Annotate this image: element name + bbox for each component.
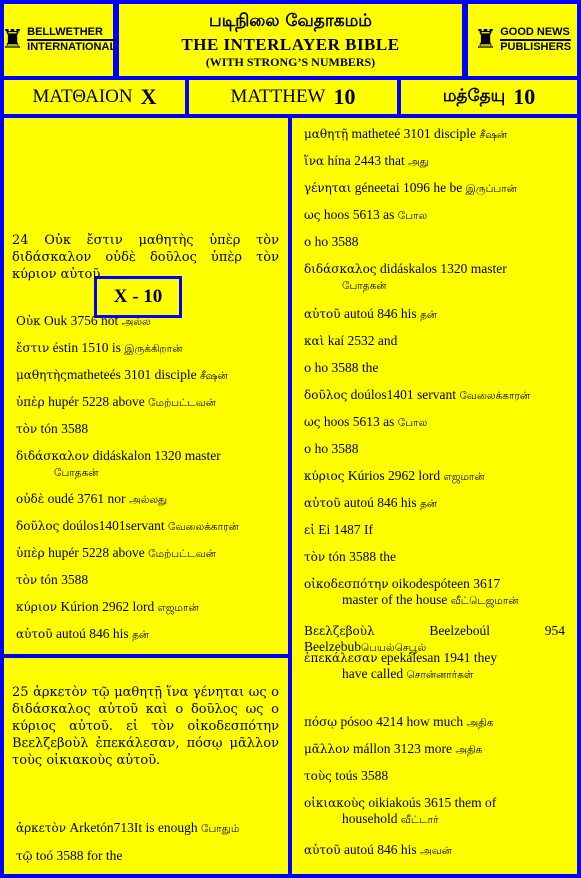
word-gloss: epekálesan 1941 they xyxy=(377,650,498,665)
word-gloss: Ouk 3756 not xyxy=(40,313,122,328)
title-tamil: படிநிலை வேதாகமம் xyxy=(209,11,372,31)
word-gloss: toús 3588 xyxy=(331,768,389,783)
word-entry xyxy=(16,491,276,508)
tamil-gloss: தன் xyxy=(420,498,438,510)
word-entry xyxy=(16,848,276,864)
greek-word: τὸν xyxy=(16,422,38,436)
greek-word: ἀρκετὸν xyxy=(16,821,67,835)
english-book-bar xyxy=(189,80,397,114)
word-entry xyxy=(16,545,276,562)
tamil-gloss: அதிக xyxy=(466,717,494,729)
word-gloss: ho 3588 xyxy=(311,441,359,456)
greek-word: δοῦλος xyxy=(304,388,348,402)
word-gloss-continued xyxy=(16,464,276,481)
word-gloss: Ei 1487 If xyxy=(314,522,374,537)
word-entry xyxy=(304,576,565,609)
greek-word: τὸν xyxy=(304,550,326,564)
logo-line2: PUBLISHERS xyxy=(500,41,572,53)
tamil-gloss: போதகன் xyxy=(342,280,387,292)
word-gloss-continued xyxy=(304,277,565,294)
greek-word: διδάσκαλον xyxy=(16,449,90,463)
tamil-gloss: போல xyxy=(397,210,428,222)
greek-word: οἰκιακοὺς xyxy=(304,796,365,810)
verse-24-text: 24 Οὐκ ἔστιν μαθητὴς ὑπὲρ τὸν διδάσκαλον οὐδὲ δοῦλος ὑπὲρ τὸν κύριον αὐτοῦ. xyxy=(12,233,279,282)
word-entry xyxy=(16,448,276,481)
greek-word: ἵνα xyxy=(304,154,325,168)
word-entry xyxy=(16,313,276,330)
word-gloss: hupér 5228 above xyxy=(44,394,149,409)
tamil-gloss: எஜமான் xyxy=(443,471,485,483)
tamil-book-bar xyxy=(401,80,577,114)
word-gloss: kaí 2532 and xyxy=(324,333,398,348)
word-gloss-line2: household xyxy=(342,811,401,826)
word-entry xyxy=(16,626,276,643)
greek-word: κύριον xyxy=(16,600,58,614)
word-entry xyxy=(304,261,565,294)
verse-25-text: 25 ἀρκετὸν τῷ μαθητῇ ἵνα γένηται ως ο διδάσκαλος αὐτοῦ καὶ ο δοῦλος ως ο κύριος αὐτοῦ. εἰ τὸν οἰκοδεσπότην Βεελζεβοὺλ ἐπεκάλεσαν, πόσῳ μᾶλλον τοὺς οἰκιακοὺς αὐτοῦ. xyxy=(12,685,279,768)
word-gloss: Kúrios 2962 lord xyxy=(344,468,444,483)
bellwether-logo xyxy=(0,4,117,76)
greek-word: αὐτοῦ xyxy=(304,307,341,321)
word-entry xyxy=(304,180,565,197)
greek-chapter: X xyxy=(140,84,157,109)
tamil-gloss: போதகன் xyxy=(54,467,99,479)
word-entry xyxy=(304,126,565,143)
greek-word: οὐδὲ xyxy=(16,492,45,506)
word-gloss: hupér 5228 above xyxy=(44,545,149,560)
word-entry xyxy=(304,468,565,485)
greek-word: γένηται xyxy=(304,181,352,195)
logo-line1: BELLWETHER xyxy=(27,26,103,38)
word-gloss: doúlos1401 servant xyxy=(347,387,460,402)
greek-word: αὐτοῦ xyxy=(304,843,341,857)
greek-word: ἐπεκάλεσαν xyxy=(304,651,378,665)
good-news-logo xyxy=(468,4,577,76)
tamil-gloss: அல்ல xyxy=(121,316,151,328)
greek-word: μαθητὴς xyxy=(16,368,67,382)
word-gloss: pósoo 4214 how much xyxy=(337,714,467,729)
tamil-gloss: வீட்டெஜமான் xyxy=(450,595,519,607)
word-gloss: ho 3588 the xyxy=(311,360,379,375)
tamil-gloss: இருப்பான் xyxy=(465,183,517,195)
greek-word: τοὺς xyxy=(304,769,332,783)
word-gloss-line2: have called xyxy=(342,666,407,681)
tamil-gloss: போல xyxy=(397,417,428,429)
greek-word: ο xyxy=(304,361,312,375)
tamil-gloss: எஜமான் xyxy=(157,602,199,614)
reader-figure-icon: ♜ xyxy=(0,25,25,55)
tamil-gloss: அது xyxy=(408,156,429,168)
word-gloss: tón 3588 the xyxy=(325,549,397,564)
word-entry xyxy=(16,367,276,384)
word-entry xyxy=(304,522,565,538)
word-entry xyxy=(304,333,565,349)
tamil-chapter: 10 xyxy=(513,84,536,109)
greek-word: αὐτοῦ xyxy=(304,496,341,510)
word-entry xyxy=(304,441,565,457)
greek-book-bar xyxy=(4,80,185,114)
title-english: THE INTERLAYER BIBLE xyxy=(181,35,400,54)
greek-word: τὸν xyxy=(16,573,38,587)
word-entry xyxy=(304,768,565,784)
word-gloss-continued xyxy=(304,592,565,609)
greek-book: ΜΑΤΘΑΙΟΝ xyxy=(32,86,133,107)
tamil-gloss: மேற்பட்டவன் xyxy=(148,397,216,409)
english-chapter: 10 xyxy=(333,84,356,109)
tamil-gloss: போதும் xyxy=(201,823,240,835)
greek-word: Οὐκ xyxy=(16,314,41,328)
word-entry xyxy=(304,207,565,224)
word-gloss: hína 2443 that xyxy=(324,153,409,168)
tamil-gloss: அவன் xyxy=(420,845,452,857)
word-gloss: ho 3588 xyxy=(311,234,359,249)
word-gloss: mállon 3123 more xyxy=(349,741,456,756)
greek-word: πόσῳ xyxy=(304,715,338,729)
word-gloss: matheteé 3101 disciple xyxy=(348,126,480,141)
tamil-gloss: மேற்பட்டவன் xyxy=(148,548,216,560)
word-entry xyxy=(16,394,276,411)
word-entry xyxy=(16,340,276,357)
word-entry xyxy=(304,234,565,250)
tamil-gloss: இருக்கிறான் xyxy=(124,343,183,355)
greek-word: ὑπὲρ xyxy=(16,546,45,560)
tamil-gloss: சொன்னார்கள் xyxy=(406,669,474,681)
word-entry xyxy=(304,795,565,828)
greek-word: ὑπὲρ xyxy=(16,395,45,409)
word-entry xyxy=(304,387,565,404)
english-book: MATTHEW xyxy=(230,86,326,107)
greek-word: ως xyxy=(304,208,321,222)
chapter-label: X - 10 xyxy=(94,276,182,318)
word-gloss: oudé 3761 nor xyxy=(44,491,129,506)
greek-word: μαθητῇ xyxy=(304,127,349,141)
verse-25-panel xyxy=(4,658,288,874)
word-gloss: oikiakoús 3615 them of xyxy=(364,795,497,810)
word-gloss: autoú 846 his xyxy=(340,495,421,510)
word-gloss: Arketón713It is enough xyxy=(66,820,202,835)
greek-word: καὶ xyxy=(304,334,325,348)
word-entry xyxy=(16,572,276,588)
verse-24-panel xyxy=(4,118,288,654)
greek-word: ο xyxy=(304,235,312,249)
greek-word: εἰ xyxy=(304,523,315,537)
tamil-book: மத்தேயு xyxy=(442,86,506,106)
greek-word: ο xyxy=(304,442,312,456)
title-subtitle: (WITH STRONG’S NUMBERS) xyxy=(205,55,376,69)
greek-word: κύριος xyxy=(304,469,345,483)
word-entry xyxy=(304,306,565,323)
word-gloss: oikodespóteen 3617 xyxy=(388,576,501,591)
greek-word: Βεελζεβοὺλ xyxy=(304,624,375,638)
tamil-gloss: அல்லது xyxy=(128,494,168,506)
word-gloss: Beelzeboúl 954 Beelzebub xyxy=(304,623,565,654)
greek-word: τῷ xyxy=(16,849,33,863)
word-gloss: autoú 846 his xyxy=(340,842,421,857)
word-gloss-continued xyxy=(304,811,565,828)
word-entry xyxy=(16,599,276,616)
greek-word: διδάσκαλος xyxy=(304,262,377,276)
word-gloss: toó 3588 for the xyxy=(32,848,123,863)
greek-word: αὐτοῦ xyxy=(16,627,53,641)
word-entry xyxy=(304,153,565,170)
word-gloss: hoos 5613 as xyxy=(320,414,398,429)
word-entry xyxy=(16,421,276,437)
word-gloss: géneetai 1096 he be xyxy=(351,180,466,195)
tamil-gloss: வேலைக்காரன் xyxy=(168,521,239,533)
page-title xyxy=(119,4,462,76)
tamil-gloss: தன் xyxy=(132,629,150,641)
word-gloss: hoos 5613 as xyxy=(320,207,398,222)
tamil-gloss: சீஷன் xyxy=(199,370,228,382)
word-gloss: autoú 846 his xyxy=(52,626,133,641)
word-entry xyxy=(16,820,276,837)
word-gloss: autoú 846 his xyxy=(340,306,421,321)
tamil-gloss: சீஷன் xyxy=(479,129,508,141)
word-gloss: tón 3588 xyxy=(37,572,89,587)
word-gloss: tón 3588 xyxy=(37,421,89,436)
greek-word: δοῦλος xyxy=(16,519,60,533)
word-entry xyxy=(304,549,565,565)
reader-figure-icon: ♜ xyxy=(473,25,498,55)
greek-word: ως xyxy=(304,415,321,429)
word-entry xyxy=(304,495,565,512)
word-gloss-line2: master of the house xyxy=(342,592,451,607)
word-entry xyxy=(304,650,565,683)
word-gloss: Kúrion 2962 lord xyxy=(57,599,158,614)
word-gloss: doúlos1401servant xyxy=(59,518,169,533)
tamil-gloss: தன் xyxy=(420,309,438,321)
word-entry xyxy=(304,360,565,376)
word-gloss: didáskalos 1320 master xyxy=(376,261,507,276)
word-entry xyxy=(304,741,565,758)
tamil-gloss: வேலைக்காரன் xyxy=(459,390,531,402)
word-entry xyxy=(304,414,565,431)
greek-word: ἔστιν xyxy=(16,341,50,355)
word-gloss-continued xyxy=(304,666,565,683)
word-entry xyxy=(304,714,565,731)
word-study-panel xyxy=(292,118,577,874)
word-gloss: éstin 1510 is xyxy=(49,340,125,355)
word-gloss: didáskalon 1320 master xyxy=(89,448,221,463)
word-entry xyxy=(304,842,565,859)
tamil-gloss: வீட்டார் xyxy=(400,814,439,826)
tamil-gloss: பெயல்செபூல் xyxy=(360,642,427,654)
word-entry xyxy=(16,518,276,535)
logo-line1: GOOD NEWS xyxy=(500,26,570,38)
greek-word: μᾶλλον xyxy=(304,742,350,756)
tamil-gloss: அதிக xyxy=(455,744,483,756)
word-gloss: matheteés 3101 disciple xyxy=(66,367,200,382)
greek-word: οἰκοδεσπότην xyxy=(304,577,389,591)
logo-line2: INTERNATIONAL xyxy=(27,41,117,53)
